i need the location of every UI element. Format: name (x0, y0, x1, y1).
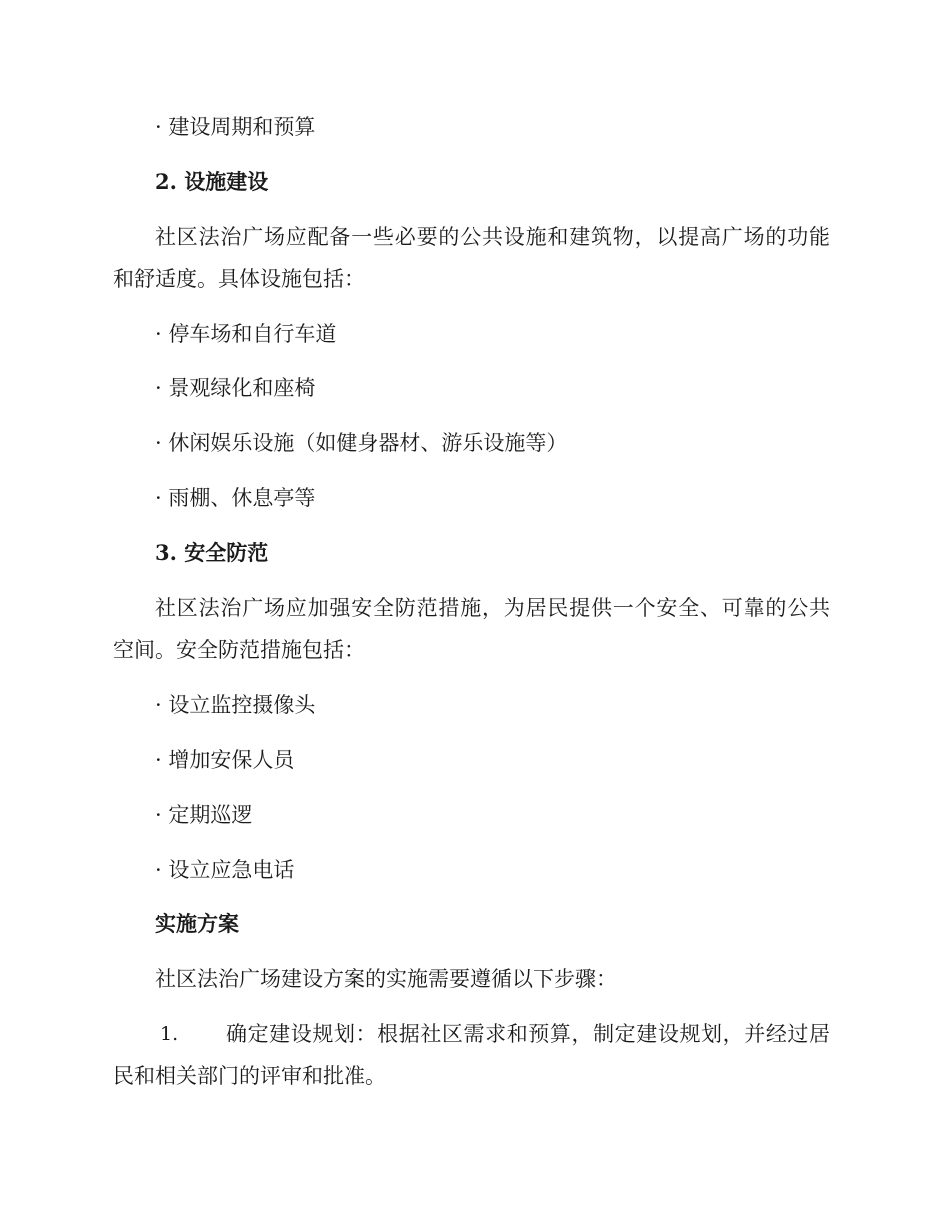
section-heading-implementation: 实施方案 (155, 911, 239, 936)
section-heading-facilities: 2. 设施建设 (155, 169, 269, 194)
list-number: 1. (160, 1023, 179, 1045)
section-heading-security: 3. 安全防范 (155, 540, 269, 565)
bullet-item: · 增加安保人员 (155, 748, 295, 772)
bullet-item: · 设立应急电话 (155, 858, 295, 882)
bullet-item: · 休闲娱乐设施（如健身器材、游乐设施等） (155, 431, 568, 455)
paragraph-line: 社区法治广场应配备一些必要的公共设施和建筑物，以提高广场的功能 (155, 225, 830, 249)
list-item-text: 民和相关部门的评审和批准。 (113, 1064, 386, 1088)
paragraph-line: 空间。安全防范措施包括： (113, 638, 365, 662)
bullet-item: · 建设周期和预算 (155, 115, 316, 139)
bullet-item: · 景观绿化和座椅 (155, 376, 316, 400)
list-item-text: 确定建设规划：根据社区需求和预算，制定建设规划，并经过居 (226, 1022, 830, 1046)
bullet-item: · 设立监控摄像头 (155, 693, 316, 717)
paragraph-line: 和舒适度。具体设施包括： (113, 267, 365, 291)
bullet-item: · 雨棚、休息亭等 (155, 486, 316, 510)
paragraph-line: 社区法治广场建设方案的实施需要遵循以下步骤： (155, 967, 617, 991)
bullet-item: · 停车场和自行车道 (155, 322, 337, 346)
paragraph-line: 社区法治广场应加强安全防范措施，为居民提供一个安全、可靠的公共 (155, 596, 830, 620)
bullet-item: · 定期巡逻 (155, 803, 253, 827)
